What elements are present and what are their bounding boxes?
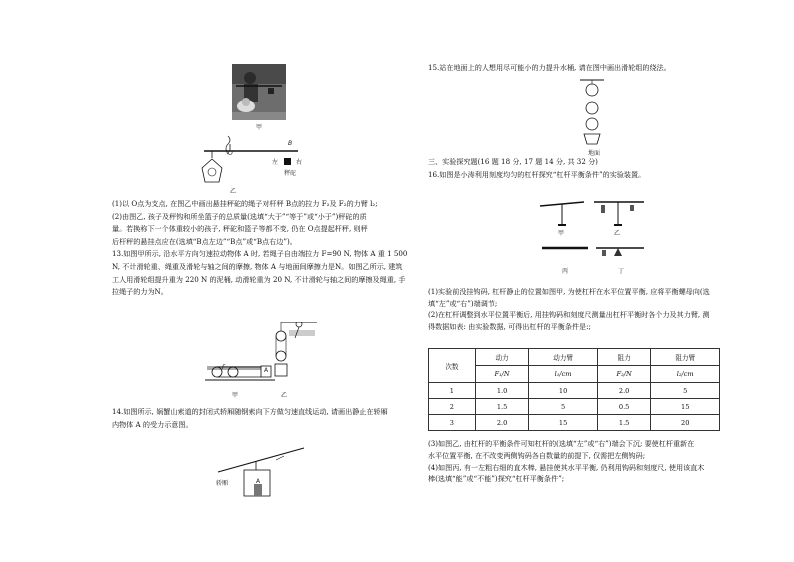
q13-line-2: N, 不计滑轮重、绳重及滑轮与轴之间的摩擦, 物体 A 与地面间摩擦力是N。如图乙所示, 建筑 [112, 261, 403, 271]
photo-illustration [232, 64, 286, 120]
table-header-cell: 动力 [475, 349, 529, 366]
section3-heading: 三、实验探究题(16 题 18 分, 17 题 14 分, 共 32 分) [428, 157, 598, 166]
q14-line-1: 14.如图所示, 娲蟹山索道的封闭式轿厢随钢索向下方做匀速直线运动, 请画出静止在轿厢 [112, 407, 388, 416]
q14-line-2: 内物体 A 的受力示意图。 [112, 419, 193, 429]
q16-p2-line-3: (4)如图丙, 有一左粗右细的直木棒, 悬挂使其水平平衡, 仍利用钩码和刻度尺, 使用该直木 [428, 462, 705, 472]
table-unit-cell: F₂/N [597, 366, 651, 383]
cabin-label: 轿厢 [216, 480, 229, 487]
lever-label-B: B [288, 140, 293, 147]
bucket-pulley-figure [574, 78, 610, 148]
table-row [429, 383, 720, 399]
pulley-diagram [205, 322, 317, 388]
cabin-diagram [214, 446, 306, 498]
photo-caption: 甲 [256, 124, 263, 131]
q16-fig-b: 乙 [614, 230, 621, 237]
q13-line-1: 13.如图甲所示, 沿水平方向匀速拉动物体 A 时, 若绳子自由端拉力 F=90 N, 物体 A 重 1 500 [112, 249, 408, 259]
ground-label: 地面 [588, 150, 601, 157]
q16-fig-c: 丙 [562, 268, 569, 275]
q13-fig-F: F [222, 364, 226, 371]
table-cell: 5 [529, 399, 598, 415]
q15-text [428, 62, 671, 75]
table-row [429, 415, 720, 431]
q12-line-3: 量。若换称下一个体重较小的孩子, 秤砣和篮子等都不变, 仍在 O点提起杆秤, 则秤 [112, 224, 368, 234]
table-cell: 20 [651, 415, 720, 431]
lever-label-right: 右 [296, 159, 303, 166]
q16-intro: 16.如图是小涛利用刻度均匀的杠杆探究“杠杆平衡条件”的实验装置。 [428, 169, 646, 179]
table-cell: 1.0 [475, 383, 529, 399]
q16-fig-a: 甲 [558, 230, 565, 237]
cabin-object-label: A [256, 478, 261, 485]
q16-p2-line-1: (3)如图乙, 由杠杆的平衡条件可知杠杆的(选填“左”或“右”)端会下沉; 要使杠杆重新在 [428, 439, 695, 448]
lever-label-fig: 乙 [230, 188, 237, 195]
q13-fig-A: A [264, 367, 269, 374]
q13-line-4: 拉绳子的力为N。 [112, 287, 168, 297]
table-unit-cell: F₁/N [475, 366, 529, 383]
table-cell: 1.5 [597, 415, 651, 431]
table-cell: 10 [529, 383, 598, 399]
q16-p2-line-4: 棒(选填“能”或“不能”)探究“杠杆平衡条件”; [428, 474, 565, 484]
q13-fig-b: 乙 [281, 392, 288, 399]
q16-p1-line-4: 得数据如表: 由实验数据, 可得出杠杆的平衡条件是:; [428, 321, 591, 331]
table-cell: 2 [429, 399, 476, 415]
section3-text [428, 156, 645, 181]
lever-experiment-figure [538, 190, 648, 272]
table-header-row [429, 349, 720, 366]
table-cell: 5 [651, 383, 720, 399]
q12-line-1: (1)以 O点为支点, 在图乙中画出悬挂秤砣的绳子对杆秤 B点的拉力 F₂及 F₂的力臂 l₂; [112, 199, 378, 208]
lever-label-O: O [228, 150, 233, 157]
q16-p2-line-2: 水平位置平衡, 在不改变两侧钩码各自数量的前提下, 仅需把左侧钩码; [428, 450, 646, 460]
q13-line-3: 工人用滑轮组提升重为 220 N 的泥桶, 动滑轮重为 20 N, 不计滑轮与轴之间的摩擦及绳重, 手 [112, 274, 406, 284]
photo-figure [232, 64, 286, 120]
table-header-cell: 次数 [429, 349, 476, 383]
left-column-text [112, 198, 408, 299]
bucket-pulley-diagram [574, 78, 610, 148]
q12-line-2: (2)由图乙, 孩子及秤钩和所坐篮子的总质量(选填“大于”“等于”或“小于”)秤砣的质 [112, 211, 367, 221]
table-header-cell: 动力臂 [529, 349, 598, 366]
table-row [429, 399, 720, 415]
q13-fig-a: 甲 [232, 392, 239, 399]
table-cell: 3 [429, 415, 476, 431]
table-unit-cell: l₁/cm [529, 366, 598, 383]
pulley-figure-q13 [205, 322, 317, 388]
table-header-cell: 阻力臂 [651, 349, 720, 366]
table-header-cell: 阻力 [597, 349, 651, 366]
table-cell: 1.5 [475, 399, 529, 415]
q16-p1-line-2: 填“左”或“右”)端调节; [428, 298, 498, 308]
q16-part1 [428, 286, 710, 332]
table-cell: 2.0 [597, 383, 651, 399]
q15-line: 15.站在地面上的人想用尽可能小的力提升水桶, 请在图中画出滑轮组的绕法。 [428, 63, 671, 72]
q16-part2 [428, 438, 704, 485]
table-cell: 15 [529, 415, 598, 431]
cabin-figure [214, 446, 306, 498]
data-table [428, 348, 720, 431]
table-cell: 2.0 [475, 415, 529, 431]
lever-label-scale: 秤砣 [284, 170, 297, 177]
table-cell: 1 [429, 383, 476, 399]
table-cell: 15 [651, 399, 720, 415]
q12-line-4: 后杆秤的悬挂点应在(选填“B点左边”“B点”或“B点右边”)。 [112, 236, 297, 246]
q16-fig-d: 丁 [618, 268, 625, 275]
q14-text [112, 406, 388, 431]
q16-p1-line-1: (1)实验前没挂钩码, 杠杆静止的位置如图甲, 为使杠杆在水平位置平衡, 应将平衡螺母向(选 [428, 287, 710, 296]
table-cell: 0.5 [597, 399, 651, 415]
q16-p1-line-3: (2)在杠杆调整到水平位置平衡后, 用挂钩码和刻度尺测量出杠杆平衡时各个力及其力臂, 测 [428, 310, 710, 320]
lever-experiment-diagram [538, 190, 648, 272]
lever-label-left: 左 [272, 159, 279, 166]
table-unit-cell: l₂/cm [651, 366, 720, 383]
